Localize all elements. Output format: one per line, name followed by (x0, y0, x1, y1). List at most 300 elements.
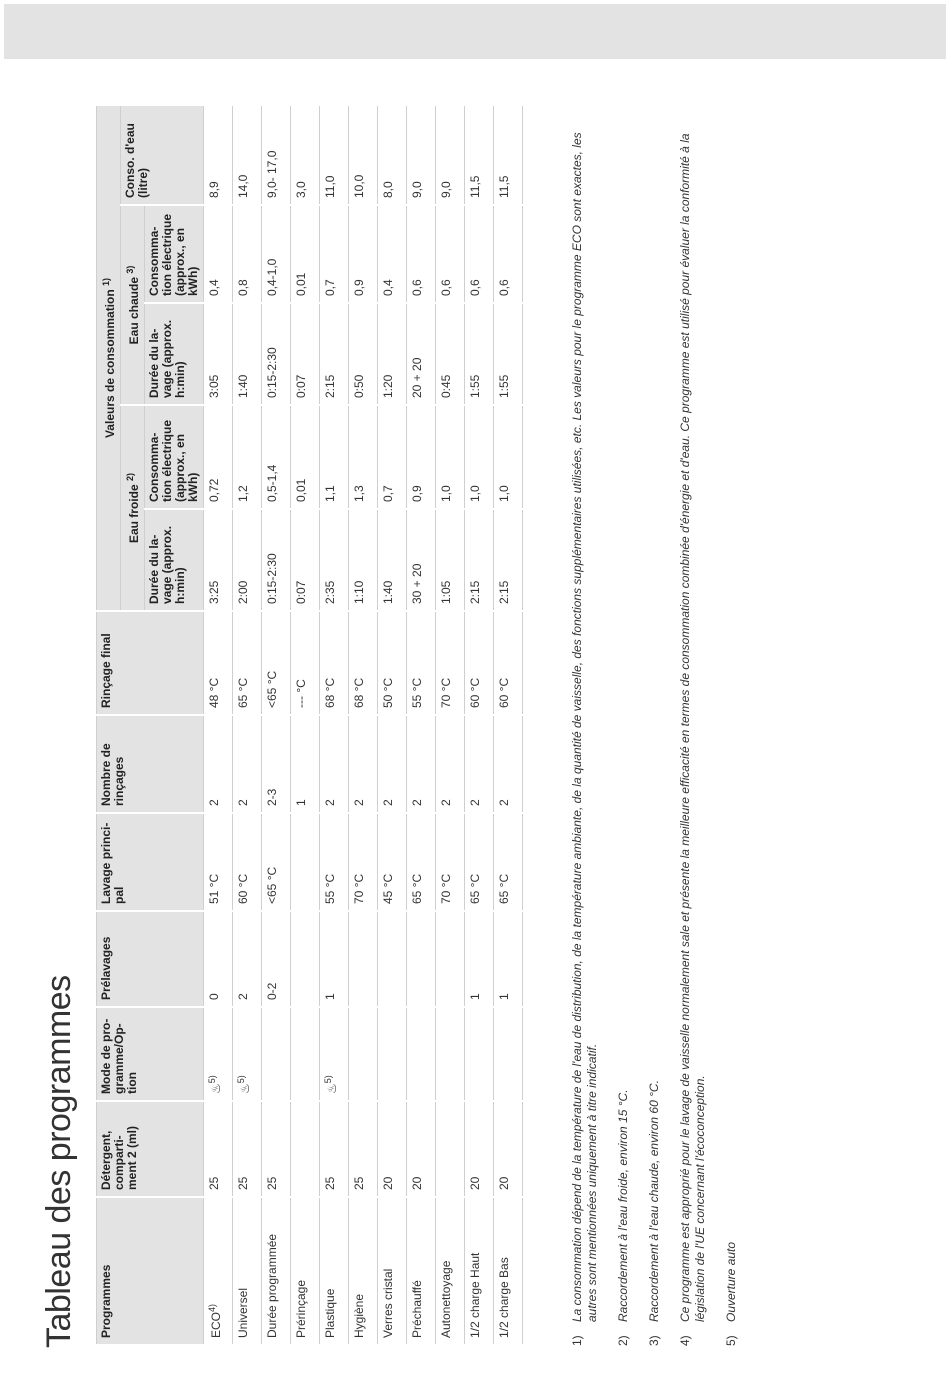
cell-duree-chaude (320, 303, 349, 405)
cell-duree-chaude (436, 303, 465, 405)
cell-value: 0,4 (207, 279, 221, 296)
cell-value: 45 °C (381, 873, 395, 904)
page-title: Tableau des programmes (40, 975, 78, 1348)
cell-eau (262, 105, 291, 205)
cell-programme (407, 1197, 436, 1345)
cell-conso-froide (204, 405, 233, 509)
cell-rincage-final (407, 611, 436, 715)
cell-eau (378, 105, 407, 205)
table-row (407, 105, 436, 1345)
header-eau-froide-label: Eau froide (127, 484, 141, 544)
table-row (436, 105, 465, 1345)
cell-eau (233, 105, 262, 205)
cell-value: 0:50 (352, 374, 366, 398)
cell-value: 0,4-1,0 (265, 258, 279, 296)
cell-value: 50 °C (381, 677, 395, 708)
cell-value: 1:55 (468, 374, 482, 398)
cell-duree-chaude (233, 303, 262, 405)
cell-value: 20 (410, 1176, 424, 1190)
cell-rincages (262, 715, 291, 813)
cell-rincages (204, 715, 233, 813)
cell-rincages (407, 715, 436, 813)
cell-programme (378, 1197, 407, 1345)
cell-rincage-final (233, 611, 262, 715)
cell-value: 60 °C (236, 873, 250, 904)
cell-mode (320, 1007, 349, 1101)
cell-lavage (436, 813, 465, 911)
cell-rincage-final (349, 611, 378, 715)
cell-rincage-final (436, 611, 465, 715)
cell-value: 3,0 (294, 181, 308, 198)
programme-name: Hygiène (352, 1293, 366, 1338)
cell-value: 3:05 (207, 374, 221, 398)
cell-mode (204, 1007, 233, 1101)
programme-name: ECO (209, 1311, 223, 1338)
cell-value: 2 (439, 799, 453, 806)
cell-value: 1 (497, 993, 511, 1000)
cell-conso-froide (262, 405, 291, 509)
cell-value: 2 (468, 799, 482, 806)
programme-name: Autonettoyage (439, 1260, 453, 1338)
cell-conso-chaude (436, 205, 465, 303)
cell-detergent (320, 1101, 349, 1197)
programme-name: Préchauffé (410, 1280, 424, 1338)
cell-rincages (320, 715, 349, 813)
header-duree-chaude: Durée du la-vage (approx. h:min) (145, 303, 204, 405)
table-body (204, 105, 523, 1345)
cell-conso-froide (436, 405, 465, 509)
cell-value: 68 °C (323, 677, 337, 708)
cell-value: 11,5 (497, 175, 511, 198)
header-eau-chaude-sup: 3) (125, 265, 135, 274)
cell-value: 1 (468, 993, 482, 1000)
cell-value: 0,72 (207, 478, 221, 502)
cell-eau (204, 105, 233, 205)
auto-open-icon: ♨ (209, 1083, 223, 1094)
cell-value: 0,01 (294, 272, 308, 296)
cell-lavage (320, 813, 349, 911)
cell-conso-chaude (407, 205, 436, 303)
cell-value: 0:15-2:30 (265, 347, 279, 398)
cell-eau (407, 105, 436, 205)
cell-duree-froide (407, 509, 436, 611)
cell-value: 20 (381, 1176, 395, 1190)
auto-open-icon: ♨ (325, 1083, 339, 1094)
cell-rincages (233, 715, 262, 813)
cell-conso-froide (494, 405, 523, 509)
cell-value: 20 (468, 1176, 482, 1190)
cell-value: 9,0 (410, 181, 424, 198)
cell-programme (204, 1197, 233, 1345)
cell-duree-chaude (465, 303, 494, 405)
cell-eau (465, 105, 494, 205)
cell-value: 8,0 (381, 181, 395, 198)
cell-value: 70 °C (439, 873, 453, 904)
cell-value: 30 + 20 (410, 563, 424, 604)
table-row (378, 105, 407, 1345)
cell-lavage (349, 813, 378, 911)
footnote (647, 96, 662, 1346)
cell-duree-froide (320, 509, 349, 611)
cell-prelavages (291, 911, 320, 1007)
cell-value: 2 (236, 993, 250, 1000)
header-programmes: Programmes (97, 1197, 204, 1345)
footnote (570, 96, 600, 1346)
cell-value: 60 °C (497, 677, 511, 708)
cell-conso-chaude (320, 205, 349, 303)
footnote-text: Ouverture auto (724, 1241, 738, 1322)
footnote-text: Raccordement à l'eau froide, environ 15 °C. (616, 1089, 630, 1322)
mode-footnote-ref: 5) (323, 1075, 333, 1084)
footnote-number: 2) (616, 1335, 630, 1346)
cell-mode (262, 1007, 291, 1101)
cell-mode (465, 1007, 494, 1101)
cell-duree-froide (436, 509, 465, 611)
header-eau-chaude-label: Eau chaude (127, 277, 141, 345)
cell-duree-chaude (349, 303, 378, 405)
cell-prelavages (262, 911, 291, 1007)
cell-value: 70 °C (439, 677, 453, 708)
cell-value: 3:25 (207, 580, 221, 604)
cell-conso-chaude (349, 205, 378, 303)
cell-rincages (378, 715, 407, 813)
footnote-text: Ce programme est approprié pour le lavage de vaisselle normalement sale et présente la meilleure efficacité en termes de consommation combinée d'énergie et d'eau. Ce programme est utilisé pour évaluer la conformité à la législation de l'UE concernant l'écoconception. (678, 133, 707, 1322)
cell-lavage (291, 813, 320, 911)
cell-detergent (465, 1101, 494, 1197)
cell-conso-froide (291, 405, 320, 509)
table-row (291, 105, 320, 1345)
cell-prelavages (465, 911, 494, 1007)
cell-programme (262, 1197, 291, 1345)
cell-duree-froide (291, 509, 320, 611)
cell-value: 70 °C (352, 873, 366, 904)
cell-duree-chaude (378, 303, 407, 405)
header-prelavages: Prélavages (97, 911, 204, 1007)
cell-rincages (291, 715, 320, 813)
cell-rincage-final (378, 611, 407, 715)
cell-value: 0,6 (439, 279, 453, 296)
cell-value: 0,9 (352, 279, 366, 296)
programme-name: Durée programmée (265, 1233, 279, 1338)
cell-value: 2 (410, 799, 424, 806)
cell-detergent (407, 1101, 436, 1197)
cell-prelavages (204, 911, 233, 1007)
header-valeurs-label: Valeurs de consommation (103, 289, 117, 439)
cell-rincage-final (320, 611, 349, 715)
cell-value: 2:00 (236, 580, 250, 604)
cell-value: 2:15 (323, 374, 337, 398)
cell-value: 55 °C (410, 677, 424, 708)
cell-programme (494, 1197, 523, 1345)
cell-value: 0,6 (468, 279, 482, 296)
cell-lavage (262, 813, 291, 911)
cell-eau (494, 105, 523, 205)
cell-value: --- °C (294, 679, 308, 708)
programme-footnote-ref: 4) (207, 1303, 217, 1312)
cell-rincage-final (494, 611, 523, 715)
table-row (233, 105, 262, 1345)
programme-name: Verres cristal (381, 1268, 395, 1338)
table-row (262, 105, 291, 1345)
cell-conso-froide (320, 405, 349, 509)
cell-prelavages (233, 911, 262, 1007)
header-duree-froide: Durée du la-vage (approx. h:min) (145, 509, 204, 611)
cell-detergent (291, 1101, 320, 1197)
cell-value: 1,1 (323, 485, 337, 502)
header-nombre-rincages: Nombre de rinçages (97, 715, 204, 813)
cell-mode (291, 1007, 320, 1101)
cell-value: 55 °C (323, 873, 337, 904)
cell-detergent (349, 1101, 378, 1197)
cell-value: 48 °C (207, 677, 221, 708)
table-row (494, 105, 523, 1345)
cell-detergent (494, 1101, 523, 1197)
cell-value: 1:55 (497, 374, 511, 398)
cell-conso-chaude (494, 205, 523, 303)
cell-detergent (378, 1101, 407, 1197)
cell-value: 9,0- 17,0 (265, 150, 279, 198)
cell-value: 11,0 (323, 175, 337, 198)
cell-duree-froide (465, 509, 494, 611)
cell-rincages (494, 715, 523, 813)
cell-mode (233, 1007, 262, 1101)
cell-programme (349, 1197, 378, 1345)
footnote (678, 96, 708, 1346)
cell-value: 0:15-2:30 (265, 553, 279, 604)
cell-value: 1,2 (236, 485, 250, 502)
cell-value: 1,3 (352, 485, 366, 502)
cell-value: 0,7 (381, 485, 395, 502)
cell-prelavages (436, 911, 465, 1007)
cell-value: 0,7 (323, 279, 337, 296)
cell-eau (436, 105, 465, 205)
cell-duree-chaude (407, 303, 436, 405)
footnote-text: Raccordement à l'eau chaude, environ 60 °C. (647, 1080, 661, 1322)
table-row (204, 105, 233, 1345)
cell-value: 2 (352, 799, 366, 806)
cell-value: 2 (207, 799, 221, 806)
cell-rincages (436, 715, 465, 813)
cell-duree-froide (349, 509, 378, 611)
cell-value: 2 (381, 799, 395, 806)
cell-conso-chaude (262, 205, 291, 303)
cell-lavage (378, 813, 407, 911)
cell-value: 25 (236, 1176, 250, 1190)
cell-prelavages (494, 911, 523, 1007)
cell-mode (378, 1007, 407, 1101)
cell-value: 65 °C (497, 873, 511, 904)
cell-conso-froide (407, 405, 436, 509)
cell-lavage (233, 813, 262, 911)
cell-duree-froide (262, 509, 291, 611)
cell-value: 14,0 (236, 174, 250, 198)
cell-value: 1:05 (439, 580, 453, 604)
cell-mode (349, 1007, 378, 1101)
cell-duree-froide (494, 509, 523, 611)
cell-duree-froide (233, 509, 262, 611)
header-mode: Mode de pro-gramme/Op-tion (97, 1007, 204, 1101)
header-valeurs-sup: 1) (101, 277, 111, 286)
cell-duree-chaude (291, 303, 320, 405)
cell-value: 68 °C (352, 677, 366, 708)
footnote-number: 5) (724, 1335, 738, 1346)
footnotes (570, 96, 755, 1346)
header-row-1 (97, 105, 121, 1345)
cell-value: 0,01 (294, 478, 308, 502)
cell-duree-chaude (204, 303, 233, 405)
cell-conso-froide (349, 405, 378, 509)
cell-duree-froide (204, 509, 233, 611)
mode-footnote-ref: 5) (236, 1075, 246, 1084)
table-row (349, 105, 378, 1345)
cell-value: 51 °C (207, 873, 221, 904)
cell-value: 1:10 (352, 580, 366, 604)
cell-value: 0:07 (294, 374, 308, 398)
cell-programme (320, 1197, 349, 1345)
cell-value: 0 (207, 993, 221, 1000)
cell-rincages (349, 715, 378, 813)
cell-value: 1:20 (381, 374, 395, 398)
cell-mode (407, 1007, 436, 1101)
table-row (320, 105, 349, 1345)
header-rincage-final: Rinçage final (97, 611, 204, 715)
cell-conso-chaude (233, 205, 262, 303)
cell-eau (291, 105, 320, 205)
cell-detergent (233, 1101, 262, 1197)
cell-value: 1,0 (497, 485, 511, 502)
cell-rincage-final (262, 611, 291, 715)
cell-value: 0:45 (439, 374, 453, 398)
cell-value: 25 (207, 1176, 221, 1190)
cell-value: 2 (236, 799, 250, 806)
auto-open-icon: ♨ (238, 1083, 252, 1094)
header-conso-froide: Consomma-tion électrique (approx., en kWh) (145, 405, 204, 509)
cell-conso-froide (233, 405, 262, 509)
cell-value: 2 (323, 799, 337, 806)
cell-prelavages (378, 911, 407, 1007)
cell-duree-froide (378, 509, 407, 611)
programme-name: Plastique (323, 1288, 337, 1338)
cell-value: 25 (265, 1176, 279, 1190)
cell-prelavages (407, 911, 436, 1007)
cell-rincages (465, 715, 494, 813)
cell-value: 2:15 (497, 580, 511, 604)
programme-name: Universel (236, 1287, 250, 1338)
cell-value: 2 (497, 799, 511, 806)
cell-value: 8,9 (207, 181, 221, 198)
header-eau-chaude (121, 205, 145, 405)
cell-mode (494, 1007, 523, 1101)
cell-value: 1:40 (236, 374, 250, 398)
programme-name: Prérinçage (294, 1279, 308, 1338)
cell-value: 0,5-1,4 (265, 464, 279, 502)
cell-value: 20 (497, 1176, 511, 1190)
header-eau-froide-sup: 2) (125, 472, 135, 481)
cell-value: <65 °C (265, 866, 279, 904)
cell-value: 1 (294, 799, 308, 806)
cell-value: 1:40 (381, 580, 395, 604)
programme-name: 1/2 charge Bas (497, 1257, 511, 1338)
cell-programme (436, 1197, 465, 1345)
cell-detergent (262, 1101, 291, 1197)
header-lavage: Lavage princi-pal (97, 813, 204, 911)
cell-lavage (494, 813, 523, 911)
cell-value: 0,6 (497, 279, 511, 296)
cell-value: 25 (352, 1176, 366, 1190)
cell-rincage-final (465, 611, 494, 715)
cell-duree-chaude (494, 303, 523, 405)
footnote-text: La consommation dépend de la température de l'eau de distribution, de la température ambiante, de la quantité de vaisselle, des fonctions supplémentaires utilisées, etc. Les valeurs pour le programme ECO sont exactes, les autres sont mentionnées uniquement à titre indicatif. (570, 132, 599, 1322)
cell-detergent (204, 1101, 233, 1197)
cell-lavage (465, 813, 494, 911)
cell-value: 11,5 (468, 175, 482, 198)
cell-conso-chaude (378, 205, 407, 303)
cell-conso-froide (465, 405, 494, 509)
cell-value: 0:07 (294, 580, 308, 604)
cell-value: 0,4 (381, 279, 395, 296)
cell-value: 0-2 (265, 982, 279, 1000)
cell-value: 2:15 (468, 580, 482, 604)
cell-programme (233, 1197, 262, 1345)
cell-conso-chaude (204, 205, 233, 303)
header-eau-froide (121, 405, 145, 611)
cell-value: 60 °C (468, 677, 482, 708)
cell-value: 1 (323, 993, 337, 1000)
cell-programme (291, 1197, 320, 1345)
header-conso-chaude: Consomma-tion électrique (approx., en kWh) (145, 205, 204, 303)
cell-rincage-final (204, 611, 233, 715)
cell-lavage (407, 813, 436, 911)
cell-value: 0,8 (236, 279, 250, 296)
cell-conso-chaude (291, 205, 320, 303)
header-detergent: Détergent, comparti-ment 2 (ml) (97, 1101, 204, 1197)
footnote-number: 3) (647, 1335, 661, 1346)
table-row (465, 105, 494, 1345)
cell-value: 2:35 (323, 580, 337, 604)
cell-value: 25 (323, 1176, 337, 1190)
footnote (616, 96, 631, 1346)
cell-conso-froide (378, 405, 407, 509)
cell-value: 20 + 20 (410, 357, 424, 398)
cell-value: 65 °C (468, 873, 482, 904)
cell-value: 65 °C (410, 873, 424, 904)
mode-footnote-ref: 5) (207, 1075, 217, 1084)
programme-name: 1/2 charge Haut (468, 1252, 482, 1338)
footnote-number: 4) (678, 1335, 692, 1346)
cell-programme (465, 1197, 494, 1345)
cell-eau (349, 105, 378, 205)
cell-value: 0,6 (410, 279, 424, 296)
cell-duree-chaude (262, 303, 291, 405)
cell-value: 1,0 (439, 485, 453, 502)
cell-value: <65 °C (265, 670, 279, 708)
header-valeurs (97, 105, 121, 611)
footnote (724, 96, 739, 1346)
cell-conso-chaude (465, 205, 494, 303)
cell-prelavages (349, 911, 378, 1007)
cell-value: 10,0 (352, 174, 366, 198)
cell-rincage-final (291, 611, 320, 715)
cell-mode (436, 1007, 465, 1101)
cell-value: 2-3 (265, 788, 279, 806)
header-conso-eau: Conso. d'eau (litre) (121, 105, 204, 205)
cell-value: 65 °C (236, 677, 250, 708)
cell-prelavages (320, 911, 349, 1007)
cell-eau (320, 105, 349, 205)
programme-table (96, 104, 523, 1346)
cell-value: 9,0 (439, 181, 453, 198)
cell-value: 0,9 (410, 485, 424, 502)
